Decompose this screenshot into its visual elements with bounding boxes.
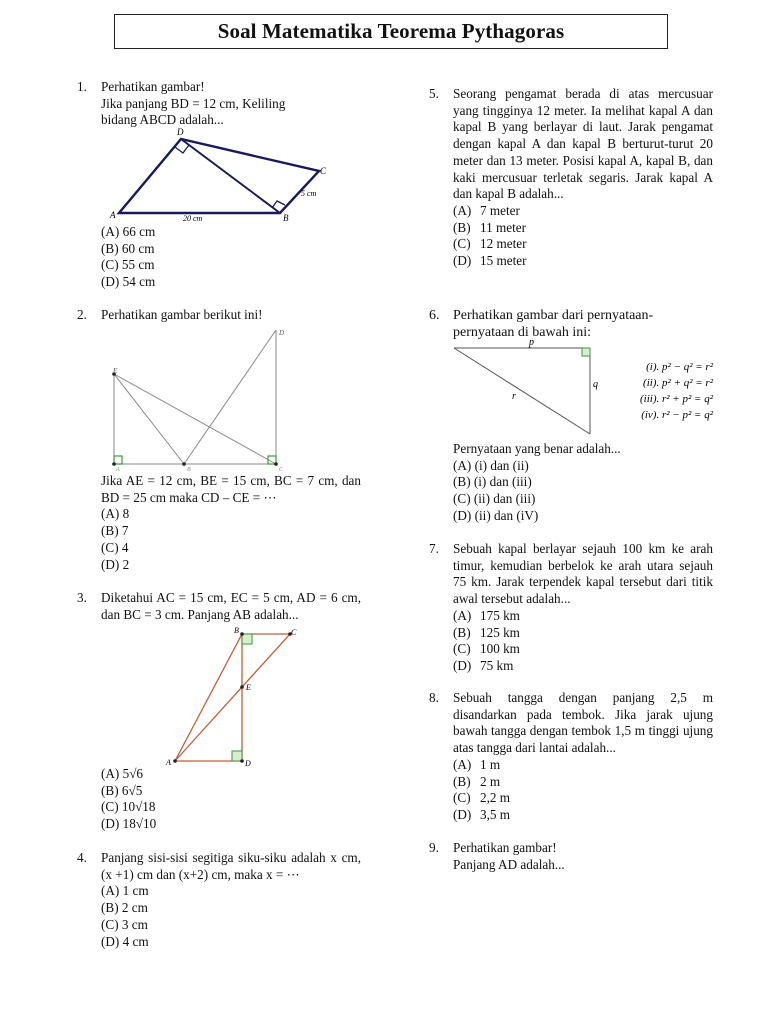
statement-iii: (iii). r² + p² = q² [639, 393, 713, 405]
option[interactable]: (A) 5√6 [101, 766, 144, 781]
option[interactable] [453, 790, 713, 807]
question-number: 1. [77, 79, 87, 94]
option[interactable]: (D) 18√10 [101, 816, 157, 832]
option[interactable] [453, 641, 713, 658]
question-4 [77, 850, 361, 950]
question-text: Jika AE = 12 cm, BE = 15 cm, BC = 7 cm, dan BD = 25 cm maka CD – CE = ⋯ [101, 473, 361, 505]
segment-eb [114, 374, 184, 464]
option-letter: (C) [453, 236, 471, 252]
question-6-answer [453, 441, 715, 525]
option-value: 125 km [480, 624, 520, 640]
label-q: q [593, 379, 598, 390]
option[interactable] [453, 658, 713, 675]
label-a: A [166, 758, 171, 767]
question-line: Perhatikan gambar dari pernyataan- [453, 308, 654, 323]
option[interactable] [453, 625, 713, 642]
option-value: 2 m [480, 773, 501, 789]
option-letter: (B) [453, 773, 471, 789]
question-number: 5. [429, 86, 439, 101]
question-text: Sebuah kapal berlayar sejauh 100 km ke arah timur, kemudian berbelok ke arah utara sejauh 75 km. Jarak terpendek kapal tersebut dari titik awal tersebut adalah... [453, 541, 713, 607]
option-value: 11 meter [480, 219, 527, 235]
question-line: Panjang AD adalah... [453, 856, 565, 872]
figure-question-2 [106, 324, 296, 472]
option-letter: (B) [453, 219, 471, 235]
quadrilateral-abcd [119, 139, 319, 213]
label-b: B [283, 213, 289, 223]
label-d: D [279, 329, 285, 337]
option-letter: (A) [453, 607, 472, 623]
options-question-1 [101, 224, 155, 291]
option[interactable]: (D) 2 [101, 556, 130, 572]
figure-question-1 [105, 126, 335, 226]
label-p: p [529, 337, 534, 348]
option-value: 15 meter [480, 253, 527, 269]
point-a [112, 462, 116, 466]
option-value: 1 m [480, 756, 501, 772]
option[interactable]: (C) (ii) dan (iii) [453, 491, 536, 507]
right-angle-mark-b [272, 201, 285, 208]
option-value: 3,5 m [480, 806, 511, 822]
question-2-statement [101, 473, 361, 573]
question-number: 4. [77, 850, 87, 865]
label-bc-length: 5 cm [301, 189, 317, 198]
question-text: Seorang pengamat berada di atas mercusuar yang tingginya 12 meter. Ia melihat kapal A dan kapal B yang berlayar di laut. Jarak pengamat dengan kapal A dan kapal B berturut-turut 20 meter dan 13 meter. Posisi kapal A, kapal B, dan kaki mercusuar terletak segaris. Jarak kapal A dan kapal B adalah... [453, 86, 713, 202]
question-line: Jika panjang BD = 12 cm, Keliling [101, 95, 286, 111]
question-text: Panjang sisi-sisi segitiga siku-siku adalah x cm, (x +1) cm dan (x+2) cm, maka x = ⋯ [101, 850, 361, 882]
option-letter: (A) [453, 756, 472, 772]
question-number: 9. [429, 840, 439, 855]
option[interactable]: (D) 4 cm [101, 933, 149, 949]
right-angle-mark-d [175, 145, 189, 153]
right-angle-mark-d [232, 751, 242, 761]
question-7 [429, 541, 713, 675]
option-value: 100 km [480, 641, 520, 657]
option[interactable] [453, 253, 713, 270]
question-line: Perhatikan gambar! [453, 840, 557, 855]
question-number: 3. [77, 590, 87, 605]
option-value: 12 meter [480, 236, 527, 252]
option-letter: (A) [453, 202, 472, 218]
label-d: D [177, 127, 184, 137]
label-e: E [246, 683, 251, 692]
point-b [240, 632, 244, 636]
option-letter: (D) [453, 657, 472, 673]
point-e [240, 685, 244, 689]
point-d [240, 759, 244, 763]
option[interactable] [453, 608, 713, 625]
label-r: r [512, 391, 516, 402]
option[interactable]: (C) 55 cm [101, 257, 155, 273]
option[interactable]: (A) 8 [101, 506, 130, 522]
option[interactable] [453, 236, 713, 253]
question-line: Perhatikan gambar! [101, 79, 205, 94]
point-a [173, 759, 177, 763]
question-9 [429, 840, 715, 873]
label-c: C [279, 467, 284, 472]
option[interactable]: (B) 7 [101, 523, 129, 539]
statement-i: (i). p² − q² = r² [646, 361, 713, 373]
question-8 [429, 690, 713, 824]
option-value: 75 km [480, 657, 514, 673]
figure-question-3 [160, 624, 305, 770]
option-value: 175 km [480, 607, 520, 623]
option[interactable]: (C) 10√18 [101, 799, 156, 815]
question-text: Diketahui AC = 15 cm, EC = 5 cm, AD = 6 cm, dan BC = 3 cm. Panjang AB adalah... [101, 590, 361, 622]
label-e: E [113, 367, 118, 375]
option[interactable]: (B) 60 cm [101, 240, 155, 256]
option-letter: (B) [453, 624, 471, 640]
option-value: 7 meter [480, 202, 520, 218]
label-c: C [320, 166, 327, 176]
option[interactable]: (B) 2 cm [101, 900, 148, 916]
figure-question-6 [450, 336, 720, 440]
option-letter: (D) [453, 253, 472, 269]
label-ab-length: 20 cm [183, 214, 203, 223]
question-1 [77, 79, 363, 129]
question-text: Pernyataan yang benar adalah... [453, 441, 621, 456]
option[interactable]: (B) (i) dan (iii) [453, 474, 532, 490]
option[interactable]: (C) 3 cm [101, 916, 148, 932]
option[interactable]: (A) 1 cm [101, 883, 149, 899]
right-angle-mark-b [242, 634, 252, 644]
question-line: bidang ABCD adalah... [101, 112, 224, 128]
option-letter: (D) [453, 806, 472, 822]
statement-iv: (iv). r² − p² = q² [641, 409, 713, 421]
label-b: B [187, 467, 191, 472]
question-number: 7. [429, 541, 439, 556]
page-title: Soal Matematika Teorema Pythagoras [217, 19, 565, 43]
question-2 [77, 307, 363, 324]
title-box [114, 14, 668, 49]
question-3 [77, 590, 361, 623]
label-c: C [291, 628, 297, 637]
label-b: B [234, 626, 239, 635]
question-number: 6. [429, 308, 440, 323]
label-d: D [245, 759, 251, 768]
right-angle-mark [582, 348, 590, 356]
option[interactable]: (D) (ii) dan (iV) [453, 507, 539, 523]
option[interactable] [453, 774, 713, 791]
point-c [274, 462, 278, 466]
question-number: 8. [429, 690, 439, 705]
option-value: 2,2 m [480, 790, 511, 806]
option[interactable]: (D) 54 cm [101, 274, 156, 290]
question-number: 2. [77, 307, 87, 322]
option-letter: (C) [453, 641, 471, 657]
option[interactable] [453, 220, 713, 237]
segment-bd [184, 330, 276, 464]
option[interactable]: (A) (i) dan (ii) [453, 457, 529, 473]
options-question-3 [101, 766, 156, 833]
option[interactable]: (C) 4 [101, 539, 129, 555]
option[interactable] [453, 807, 713, 824]
option-letter: (C) [453, 790, 471, 806]
question-5 [429, 86, 713, 270]
question-line: pernyataan di bawah ini: [453, 325, 592, 340]
label-a: A [116, 467, 120, 472]
label-a: A [110, 210, 116, 220]
option[interactable]: (B) 6√5 [101, 782, 143, 798]
statement-ii: (ii). p² + q² = r² [643, 377, 713, 389]
side-r [454, 348, 590, 434]
question-line: Perhatikan gambar berikut ini! [101, 307, 263, 322]
option[interactable] [453, 757, 713, 774]
segment-ec [114, 374, 276, 464]
option[interactable]: (A) 66 cm [101, 224, 156, 239]
option[interactable] [453, 203, 713, 220]
point-b [182, 462, 186, 466]
question-text: Sebuah tangga dengan panjang 2,5 m disandarkan pada tembok. Jika jarak ujung bawah tangga dengan tembok 1,5 m tinggi ujung atas tangga dari lantai adalah... [453, 690, 713, 756]
